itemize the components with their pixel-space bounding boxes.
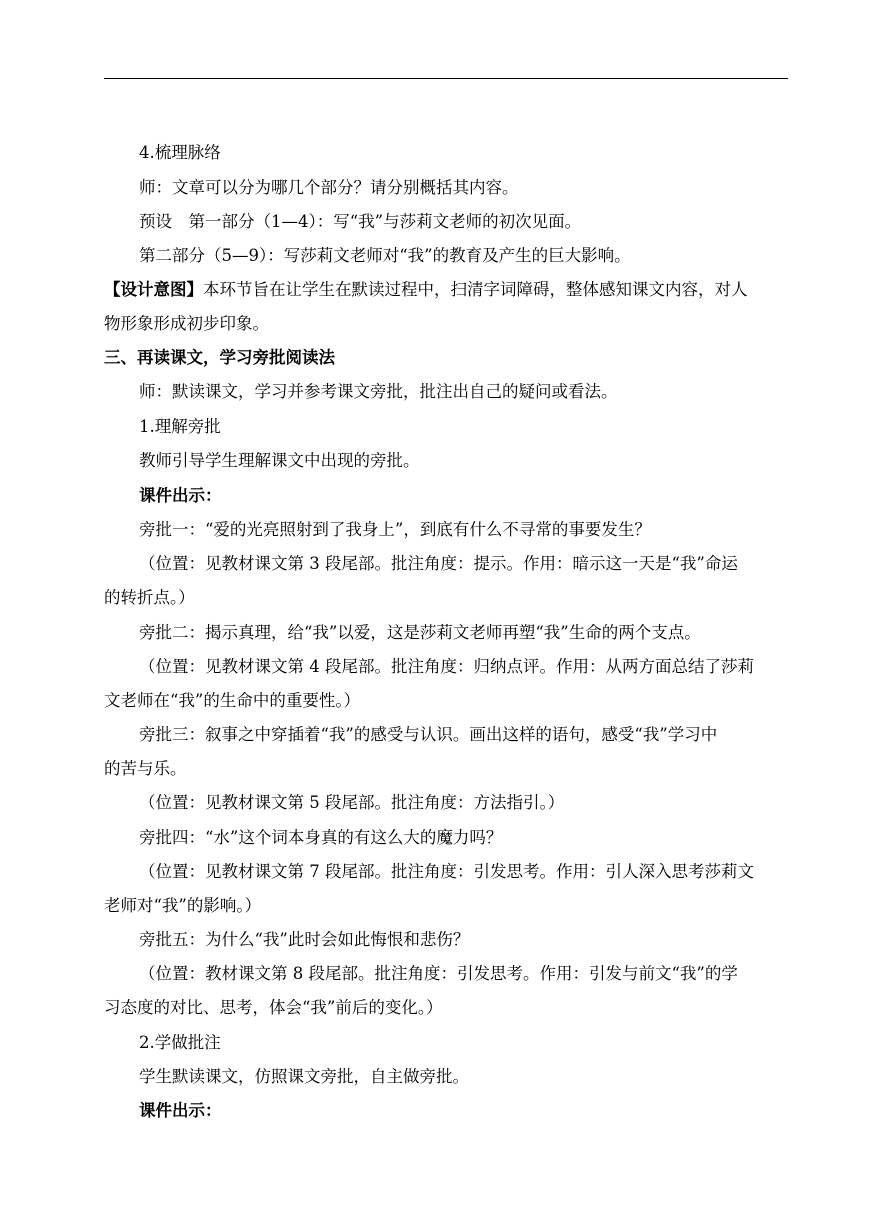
subheading-outline: 4.梳理脉络 xyxy=(139,143,221,162)
courseware-label-2: 课件出示： xyxy=(139,1101,222,1120)
practice-text: 学生默读课文，仿照课文旁批，自主做旁批。 xyxy=(139,1067,469,1086)
guide-text: 教师引导学生理解课文中出现的旁批。 xyxy=(139,451,420,470)
design-intent-line xyxy=(104,280,748,300)
annotation-5: 旁批五：为什么“我”此时会如此悔恨和悲伤？ xyxy=(139,930,470,949)
annotation-5-note-cont: 习态度的对比、思考，体会“我”前后的变化。） xyxy=(104,998,443,1017)
teacher-instruction: 师：默读课文，学习并参考课文旁批，批注出自己的疑问或看法。 xyxy=(139,382,618,401)
annotation-2: 旁批二：揭示真理，给“我”以爱，这是莎莉文老师再塑“我”生命的两个支点。 xyxy=(139,623,701,642)
annotation-1-note-cont: 的转折点。） xyxy=(104,588,195,607)
annotation-4-note-cont: 老师对“我”的影响。） xyxy=(104,896,262,915)
annotation-2-note-cont: 文老师在“我”的生命中的重要性。） xyxy=(104,691,361,710)
subheading-understand: 1.理解旁批 xyxy=(139,417,221,436)
annotation-4-note: （位置：见教材课文第 7 段尾部。批注角度：引发思考。作用：引人深入思考莎莉文 xyxy=(139,862,754,881)
annotation-3-cont: 的苦与乐。 xyxy=(104,759,187,778)
annotation-2-note: （位置：见教材课文第 4 段尾部。批注角度：归纳点评。作用：从两方面总结了莎莉 xyxy=(139,657,754,676)
annotation-5-note: （位置：教材课文第 8 段尾部。批注角度：引发思考。作用：引发与前文“我”的学 xyxy=(139,964,738,983)
design-intent-text: 本环节旨在让学生在默读过程中，扫清字词障碍，整体感知课文内容，对人 xyxy=(203,280,748,299)
annotation-4: 旁批四：“水”这个词本身真的有这么大的魔力吗？ xyxy=(139,828,503,847)
teacher-question: 师：文章可以分为哪几个部分？请分别概括其内容。 xyxy=(139,178,519,197)
design-intent-label: 【设计意图】 xyxy=(104,280,203,299)
annotation-3: 旁批三：叙事之中穿插着“我”的感受与认识。画出这样的语句，感受“我”学习中 xyxy=(139,725,718,744)
preset-part-one: 预设 第一部分（1—4）：写“我”与莎莉文老师的初次见面。 xyxy=(139,212,582,231)
preset-part-two: 第二部分（5—9）：写莎莉文老师对“我”的教育及产生的巨大影响。 xyxy=(139,246,631,265)
header-rule xyxy=(104,78,788,79)
annotation-1: 旁批一：“爱的光亮照射到了我身上”，到底有什么不寻常的事要发生？ xyxy=(139,520,651,539)
courseware-label-1: 课件出示： xyxy=(139,486,222,505)
subheading-practice: 2.学做批注 xyxy=(139,1033,221,1052)
annotation-3-note: （位置：见教材课文第 5 段尾部。批注角度：方法指引。） xyxy=(139,793,565,812)
annotation-1-note: （位置：见教材课文第 3 段尾部。批注角度：提示。作用：暗示这一天是“我”命运 xyxy=(139,554,738,573)
section-heading-3: 三、再读课文，学习旁批阅读法 xyxy=(104,348,335,367)
design-intent-text-cont: 物形象形成初步印象。 xyxy=(104,314,269,333)
